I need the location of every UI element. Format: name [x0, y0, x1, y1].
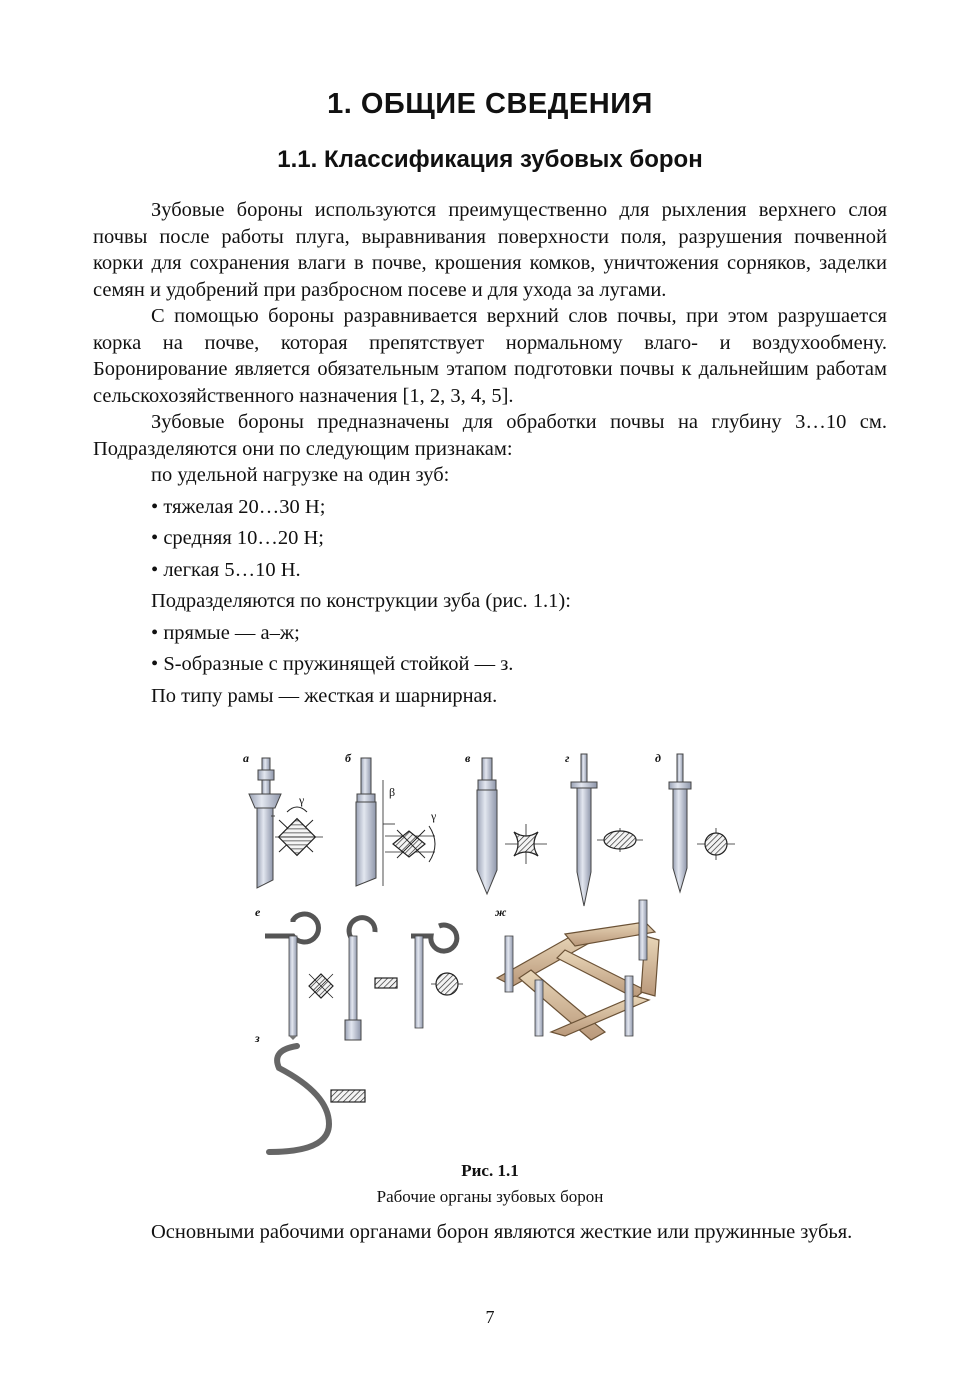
chapter-heading: 1. ОБЩИЕ СВЕДЕНИЯ	[327, 88, 653, 120]
label-e: е	[255, 905, 261, 919]
angle-gamma-b: γ	[431, 809, 437, 823]
label-zh: ж	[495, 905, 507, 919]
figure-caption-number: Рис. 1.1	[461, 1161, 519, 1180]
angle-beta-b: β	[389, 785, 396, 799]
angle-gamma-a: γ	[299, 793, 305, 807]
list-item-light	[93, 557, 887, 584]
tooth-z-spring	[254, 1031, 365, 1152]
design-intro: Подразделяются по конструкции зуба (рис. 1.1):	[151, 590, 571, 612]
figure-harrow-teeth	[235, 740, 755, 1160]
tooth-zh-frame	[495, 900, 659, 1040]
bullet-icon: •	[151, 527, 159, 549]
page-number: 7	[485, 1307, 495, 1327]
list-item-straight	[93, 620, 887, 647]
bullet-icon: •	[151, 653, 159, 675]
list-item-medium	[93, 525, 887, 552]
tooth-a	[243, 751, 323, 888]
body-text	[93, 197, 887, 709]
list-item-text: прямые — а–ж;	[163, 621, 300, 644]
harrow-teeth-illustration	[235, 740, 755, 1160]
paragraph-1: Зубовые бороны используются преимущественно для рыхления верхнего слоя почвы после работы плуга, выравнивания поверхности поля, разрушения почвенной корки для сохранения влаги в почве, крошения комков, уничтожения сорняков, заделки семян и удобрений при разбросном посеве и для ухода за лугами.	[93, 199, 887, 301]
list-item-text: тяжелая 20…30 Н;	[163, 495, 326, 518]
label-v: в	[465, 751, 471, 765]
tooth-b	[345, 751, 437, 886]
label-a: а	[243, 751, 249, 765]
frame-type-line: По типу рамы — жесткая и шарнирная.	[151, 684, 498, 707]
paragraph-3: Зубовые бороны предназначены для обработки почвы на глубину 3…10 см. Подразделяются они по следующим признакам:	[93, 411, 887, 460]
list-item-heavy	[93, 494, 887, 521]
section-heading: 1.1. Классификация зубовых борон	[277, 146, 703, 173]
load-intro: по удельной нагрузке на один зуб:	[151, 464, 450, 486]
list-item-s-shaped	[93, 651, 887, 678]
tooth-d	[655, 751, 735, 892]
paragraph-2: С помощью бороны разравнивается верхний слов почвы, при этом разрушается корка на почве, которая препятствует нормальному влаго- и воздухообмену. Боронирование является обязательным этапом подготовки почвы к дальнейшим работам сельскохозяйственного назначения [1, 2, 3, 4, 5].	[93, 305, 887, 407]
label-z: з	[255, 1031, 260, 1045]
figure-caption-text: Рабочие органы зубовых борон	[376, 1187, 604, 1206]
label-d: д	[655, 751, 661, 765]
closing-paragraph: Основными рабочими органами борон являются жесткие или пружинные зубья.	[151, 1221, 853, 1243]
label-b: б	[345, 751, 351, 765]
bullet-icon: •	[151, 558, 159, 581]
bullet-icon: •	[151, 495, 159, 518]
tooth-g	[565, 751, 643, 906]
list-item-text: средняя 10…20 Н;	[163, 527, 324, 549]
tooth-e-group	[255, 905, 463, 1040]
bullet-icon: •	[151, 621, 159, 644]
tooth-v	[465, 751, 547, 894]
list-item-text: легкая 5…10 Н.	[163, 558, 301, 581]
list-item-text: S-образные с пружинящей стойкой — з.	[163, 653, 514, 675]
label-g: г	[565, 751, 570, 765]
